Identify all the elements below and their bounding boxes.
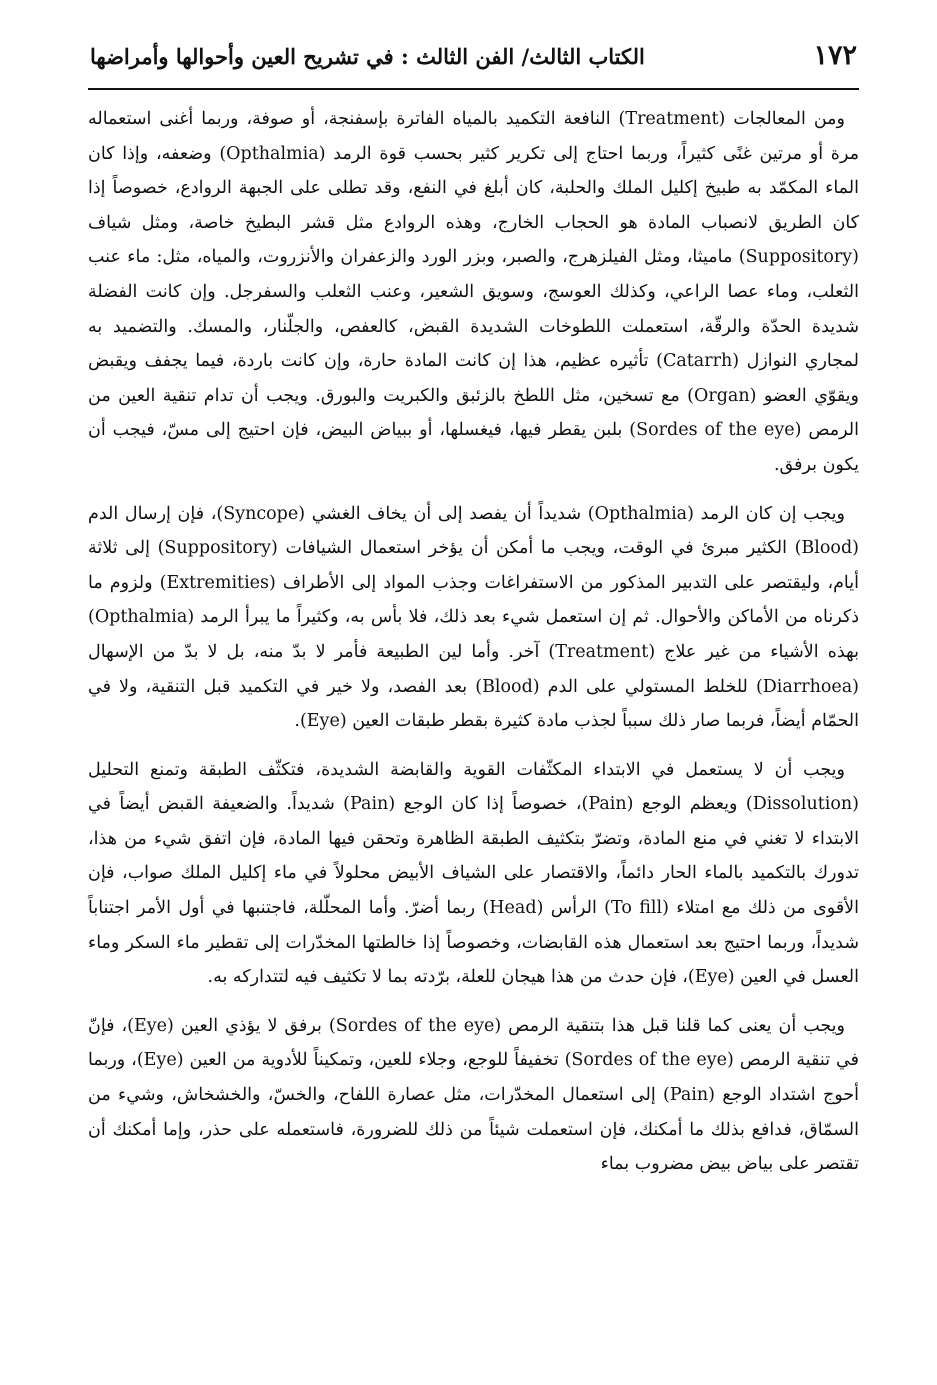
paragraph: ويجب إن كان الرمد (Opthalmia) شديداً أن يفصد إلى أن يخاف الغشي (Syncope)، فإن إرسال الدم (Blood) الكثير مبرئ في الوقت، ويجب ما أمكن أن يؤخر استعمال الشيافات (Suppository) إلى ثلاثة أيام، وليقتصر على التدبير المذكور من الاستفراغات وجذب المواد إلى الأطراف (Extremities) ولزوم ما ذكرناه من الأماكن والأحوال. ثم إن استعمل شيء بعد ذلك، فلا بأس به، وكثيراً ما يبرأ الرمد (Opthalmia) بهذه الأشياء من غير علاج (Treatment) آخر. وأما لين الطبيعة فأمر لا بدّ منه، بل لا بدّ من الإسهال (Diarrhoea) للخلط المستولي على الدم (Blood) بعد الفصد، ولا خير في التكميد قبل التنقية، ولا في الحمّام أيضاً، فربما صار ذلك سبباً لجذب مادة كثيرة بقطر طبقات العين (Eye).: [88, 503, 859, 732]
page-body: [88, 102, 859, 1182]
page-number: ١٧٢: [813, 40, 857, 71]
paragraph: ويجب أن لا يستعمل في الابتداء المكثّفات القوية والقابضة الشديدة، فتكثّف الطبقة وتمنع التحليل (Dissolution) ويعظم الوجع (Pain)، خصوصاً إذا كان الوجع (Pain) شديداً. والضعيفة القبض أيضاً في الابتداء لا تغني في منع المادة، وتضرّ بتكثيف الطبقة الظاهرة وتحقن فيها المادة، فإن اتفق شيء من هذا، تدورك بالتكميد بالماء الحار دائماً، والاقتصار على الشياف الأبيض محلولاً في ماء إكليل الملك صواب، فإن الأقوى من ذلك مع امتلاء (To fill) الرأس (Head) ربما أضرّ. وأما المحلّلة، فاجتنبها في أول الأمر اجتناباً شديداً، وربما احتيج بعد استعمال هذه القابضات، وخصوصاً إذا خالطتها المخدّرات إلى تقطير ماء السكر وماء العسل في العين (Eye)، فإن حدث من هذا هيجان للعلة، برّدته بما لا تكثيف فيه لتتداركه به.: [88, 759, 860, 988]
paragraph: ويجب أن يعنى كما قلنا قبل هذا بتنقية الرمص (Sordes of the eye) برفق لا يؤذي العين (Eye)، فإنّ في تنقية الرمص (Sordes of the eye) تخفيفاً للوجع، وجلاء للعين، وتمكيناً للأدوية من العين (Eye)، وربما أحوج اشتداد الوجع (Pain) إلى استعمال المخدّرات، مثل عصارة اللفاح، والخسّ، والخشخاش، وشيء من السمّاق، فدافع بذلك ما أمكنك، فإن استعملت شيئاً من ذلك للضرورة، فاستعمله على حذر، وإما أمكنك أن تقتصر على بياض بيض مضروب بماء: [88, 1015, 860, 1175]
page-header: [88, 30, 859, 82]
running-head: الكتاب الثالث/ الفن الثالث : في تشريح العين وأحوالها وأمراضها: [90, 44, 645, 69]
paragraph: ومن المعالجات (Treatment) النافعة التكميد بالمياه الفاترة بإسفنجة، أو صوفة، وربما أغنى استعماله مرة أو مرتين غنًى كثيراً، وربما احتاج إلى تكرير كثير بحسب قوة الرمد (Opthalmia) وضعفه، وإذا كان الماء المكمّد به طبيخ إكليل الملك والحلبة، كان أبلغ في النفع، وقد تطلى على الجبهة الروادع، خصوصاً إذا كان الطريق لانصباب المادة هو الحجاب الخارج، وهذه الروادع مثل قشر البطيخ خاصة، ومثل شياف (Suppository) ماميثا، ومثل الفيلزهرج، والصبر، وبزر الورد والزعفران والأنزروت، والمياه، مثل: ماء عنب الثعلب، وماء عصا الراعي، وكذلك العوسج، وسويق الشعير، وعنب الثعلب والسفرجل. وإن كانت الفضلة شديدة الحدّة والرقّة، استعملت اللطوخات الشديدة القبض، كالعفص، والجلّنار، والمسك. والتضميد به لمجاري النوازل (Catarrh) تأثيره عظيم، هذا إن كانت المادة حارة، وإن كانت باردة، فيما يجفف ويقبض ويقوّي العضو (Organ) مع تسخين، مثل اللطخ بالزئبق والكبريت والبورق. ويجب أن تدام تنقية العين من الرمص (Sordes of the eye) بلبن يقطر فيها، فيغسلها، أو ببياض البيض، فإن احتيج إلى مسّ، فيجب أن يكون برفق.: [88, 109, 860, 475]
header-rule: [88, 88, 859, 90]
